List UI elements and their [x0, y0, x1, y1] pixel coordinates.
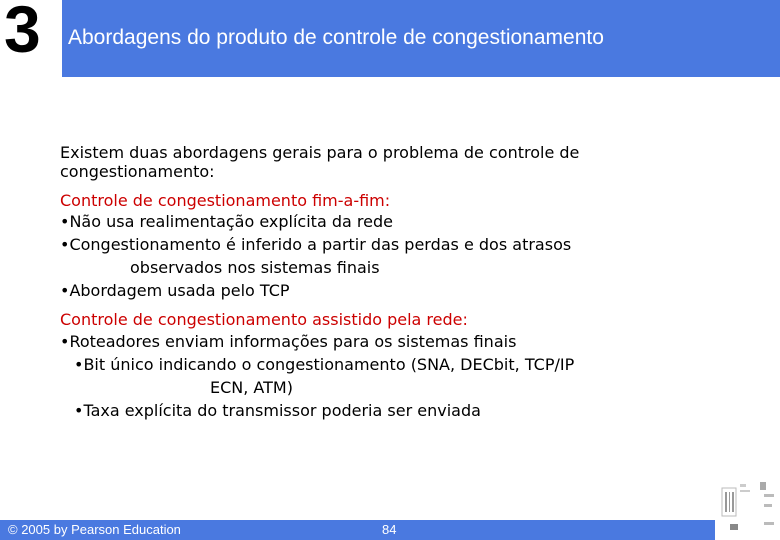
slide-title: Abordagens do produto de controle de congestionamento: [68, 26, 604, 49]
section-heading-end-to-end: Controle de congestionamento fim-a-fim:: [60, 191, 391, 210]
bullet-item: • Congestionamento é inferido a partir das perdas e dos atrasos: [60, 233, 571, 256]
bullet-continuation: observados nos sistemas finais: [130, 258, 380, 277]
decorative-corner-graphic: [720, 472, 778, 538]
footer-copyright: © 2005 by Pearson Education: [8, 522, 181, 537]
sub-bullet-item: • Taxa explícita do transmissor poderia ser enviada: [74, 399, 481, 422]
intro-line: congestionamento:: [60, 162, 215, 181]
page-number: 84: [382, 522, 397, 537]
section-heading-network-assisted: Controle de congestionamento assistido pela rede:: [60, 310, 468, 329]
bullet-item: • Abordagem usada pelo TCP: [60, 279, 290, 302]
bullet-item: • Roteadores enviam informações para os sistemas finais: [60, 330, 516, 353]
sub-bullet-item: • Bit único indicando o congestionamento (SNA, DECbit, TCP/IP: [74, 353, 574, 376]
intro-line: Existem duas abordagens gerais para o problema de controle de: [60, 143, 580, 162]
chapter-number: 3: [4, 0, 41, 66]
sub-bullet-continuation: ECN, ATM): [210, 378, 293, 397]
bullet-item: • Não usa realimentação explícita da rede: [60, 210, 393, 233]
